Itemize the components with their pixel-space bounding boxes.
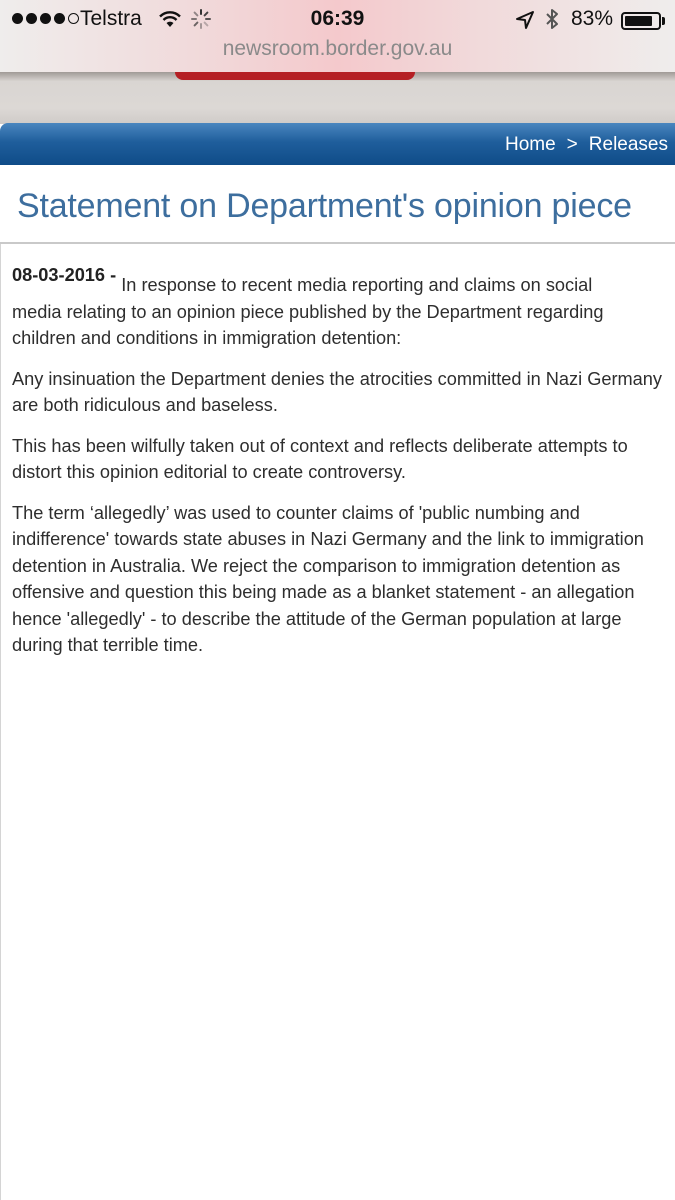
release-date: 08-03-2016 - <box>12 265 117 285</box>
article-paragraph-1 <box>12 262 672 352</box>
page-title: Statement on Department's opinion piece <box>17 187 632 225</box>
breadcrumb-home-link[interactable]: Home <box>504 134 556 155</box>
url-bar[interactable]: newsroom.border.gov.au <box>222 37 453 60</box>
battery-fill <box>625 16 652 26</box>
article-paragraph-1-rest: media relating to an opinion piece published by the Department regarding children and conditions in immigration detention: <box>12 301 604 348</box>
battery-tip <box>662 17 665 25</box>
bluetooth-icon <box>543 7 561 31</box>
article-body <box>12 262 672 673</box>
status-bar <box>0 0 675 72</box>
content-left-border <box>0 244 1 1200</box>
breadcrumb-releases-link[interactable]: Releases <box>588 134 668 155</box>
title-area <box>0 165 675 244</box>
location-arrow-icon <box>515 10 535 30</box>
header-red-button[interactable] <box>175 72 415 80</box>
battery-percent: 83% <box>571 7 614 30</box>
article-paragraph-3: This has been wilfully taken out of context and reflects deliberate attempts to distort this opinion editorial to create controversy. <box>12 435 628 482</box>
article-paragraph-4: The term ‘allegedly’ was used to counter claims of 'public numbing and indifference' towards state abuses in Nazi Germany and the link to immigration detention in Australia. We reject the comparison to immigration detention as offensive and question this being made as a blanket statement - an allegation hence 'allegedly' - to describe the attitude of the German population at large during that terrible time. <box>12 502 644 655</box>
breadcrumb <box>505 134 668 156</box>
article-paragraph-2: Any insinuation the Department denies the atrocities committed in Nazi Germany are both ridiculous and baseless. <box>12 368 663 415</box>
breadcrumb-separator: > <box>566 134 578 155</box>
article-lead: In response to recent media reporting and claims on social <box>121 275 593 295</box>
status-row <box>0 4 675 34</box>
battery-icon <box>621 12 661 30</box>
breadcrumb-banner <box>0 123 675 165</box>
clock: 06:39 <box>310 7 365 30</box>
carrier-name: Telstra <box>80 7 142 30</box>
